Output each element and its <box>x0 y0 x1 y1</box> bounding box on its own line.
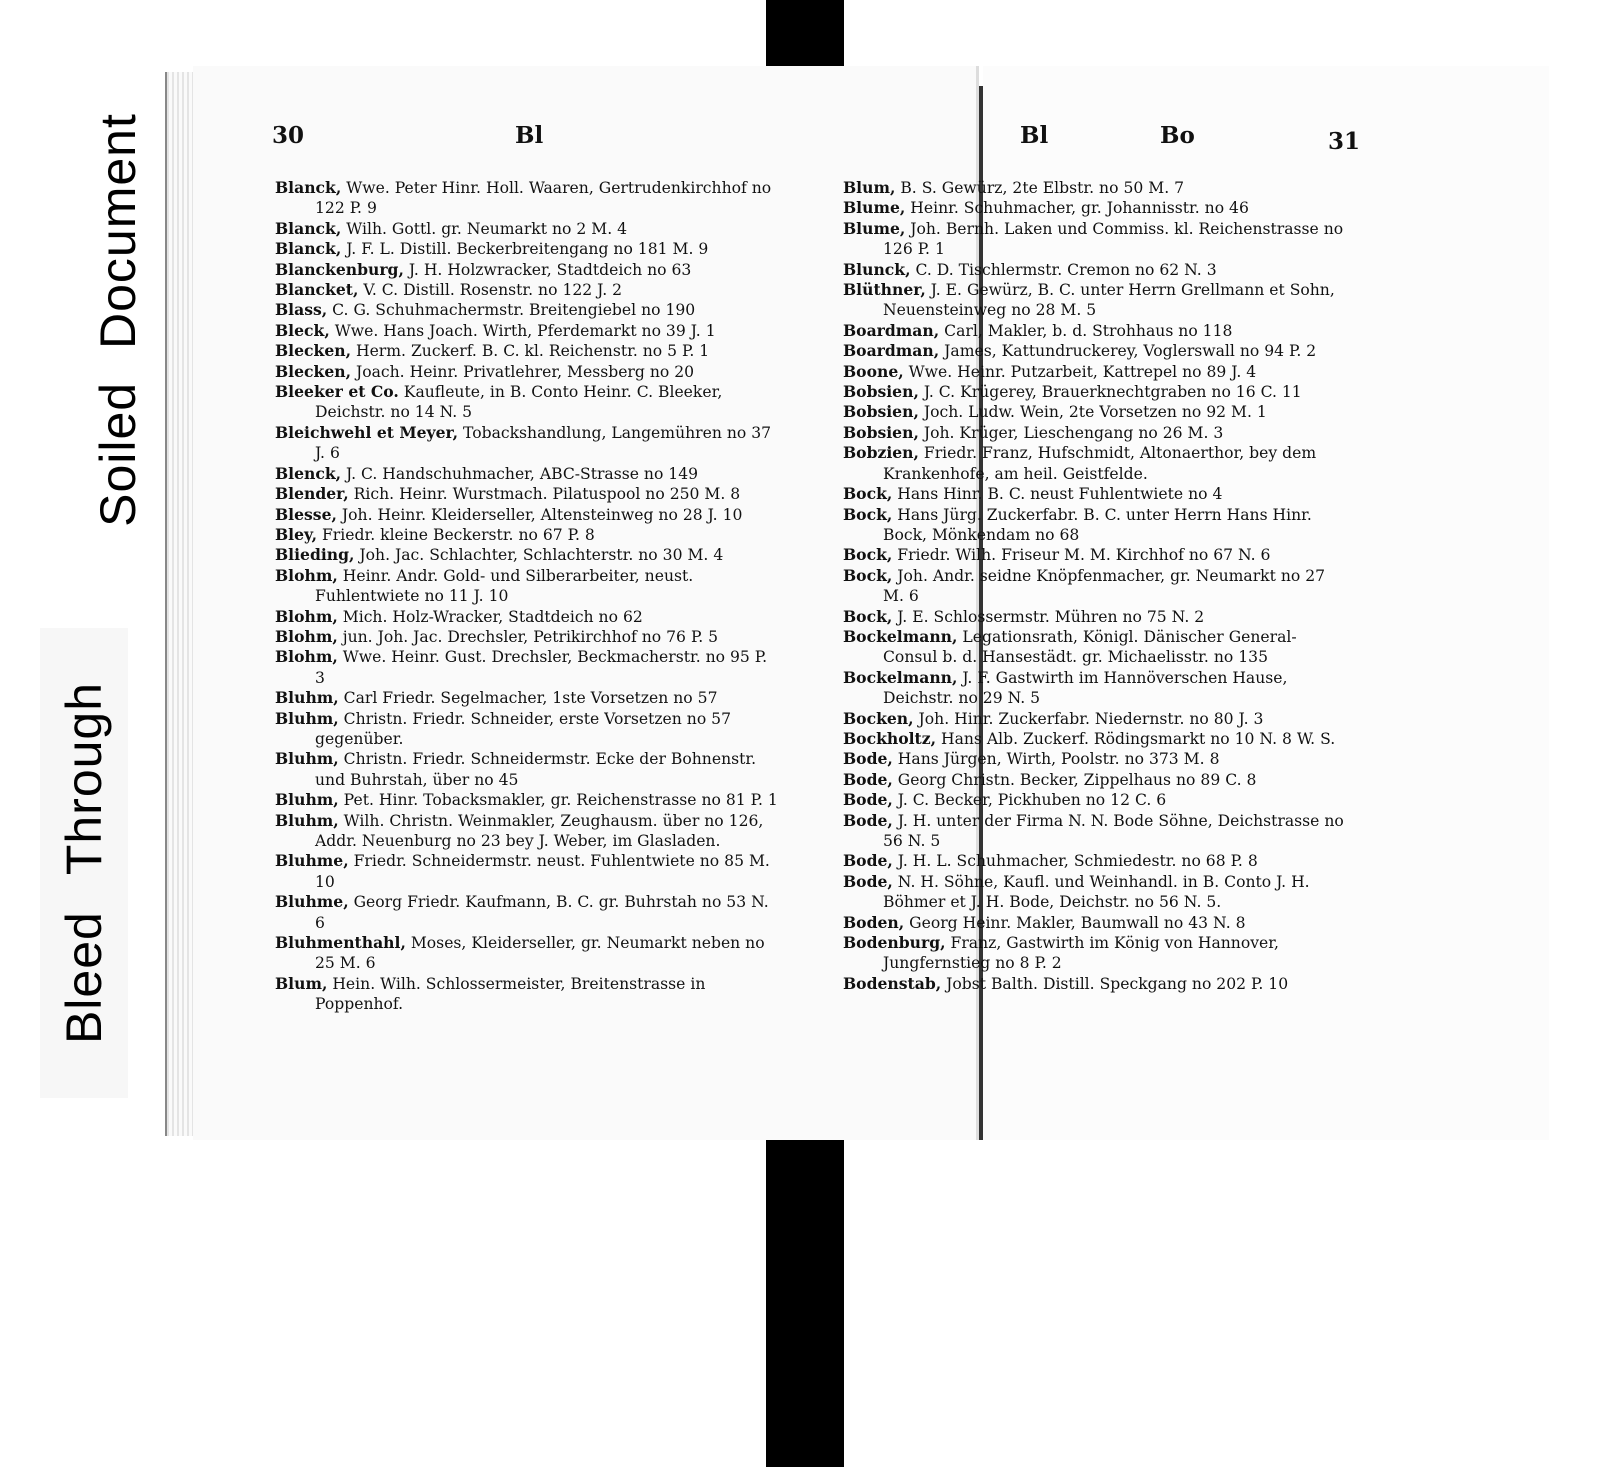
right-running-head-right: Bo <box>1160 122 1195 149</box>
entry-details: Christn. Friedr. Schneider, erste Vorsetzen no 57 gegenüber. <box>315 709 732 748</box>
soiled-document-stamp <box>88 50 148 590</box>
entry-name: Blume, <box>843 218 906 238</box>
entry-name: Blecken, <box>275 341 352 361</box>
entry-details: Hein. Wilh. Schlossermeister, Breitenstrasse in Poppenhof. <box>315 974 706 1014</box>
entry-details: Legationsrath, Königl. Dänischer General-Consul b. d. Hansestädt. gr. Michaelisstr. no 135 <box>883 627 1297 667</box>
left-running-head: Bl <box>515 122 544 149</box>
entry-name: Bode, <box>843 871 893 891</box>
entry-name: Blieding, <box>275 545 355 565</box>
entry-details: Joh. Jac. Schlachter, Schlachterstr. no 30 M. 4 <box>354 546 724 565</box>
bleed-through-stamp <box>40 628 128 1098</box>
directory-entry <box>275 933 780 974</box>
directory-entry <box>275 362 780 382</box>
entry-name: Blanckenburg, <box>275 259 404 279</box>
entry-name: Blohm, <box>275 626 338 646</box>
soiled-document-label: Soiled Document <box>90 113 147 527</box>
directory-entry <box>843 627 1348 668</box>
directory-entry <box>275 647 780 688</box>
directory-entry <box>275 892 780 933</box>
directory-entry <box>843 505 1348 546</box>
entry-name: Blohm, <box>275 647 338 667</box>
entry-name: Bode, <box>843 769 893 789</box>
entry-name: Blancket, <box>275 280 359 300</box>
entry-details: J. C. Becker, Pickhuben no 12 C. 6 <box>892 791 1167 810</box>
entry-details: C. D. Tischlermstr. Cremon no 62 N. 3 <box>910 260 1217 279</box>
right-running-head-left: Bl <box>1020 122 1049 149</box>
entry-details: Joh. Krüger, Lieschengang no 26 M. 3 <box>918 423 1224 442</box>
right-directory-column <box>843 178 1348 994</box>
directory-entry <box>275 525 780 545</box>
directory-entry <box>275 484 780 504</box>
directory-entry <box>275 566 780 607</box>
directory-entry <box>275 851 780 892</box>
entry-name: Bobsien, <box>843 382 919 402</box>
entry-details: Pet. Hinr. Tobacksmakler, gr. Reichenstrasse no 81 P. 1 <box>338 791 778 810</box>
directory-entry <box>843 709 1348 729</box>
entry-name: Bluhm, <box>275 708 339 728</box>
entry-details: Georg Heinr. Makler, Baumwall no 43 N. 8 <box>904 913 1246 932</box>
entry-name: Blüthner, <box>843 280 926 300</box>
entry-name: Bock, <box>843 484 893 504</box>
entry-details: Wilh. Gottl. gr. Neumarkt no 2 M. 4 <box>341 219 628 238</box>
entry-details: Georg Friedr. Kaufmann, B. C. gr. Buhrstah no 53 N. 6 <box>315 893 769 932</box>
directory-entry <box>275 300 780 320</box>
entry-details: J. F. L. Distill. Beckerbreitengang no 181 M. 9 <box>341 240 709 259</box>
entry-details: Wwe. Heinr. Gust. Drechsler, Beckmacherstr. no 95 P. 3 <box>315 648 768 687</box>
entry-name: Bode, <box>843 810 893 830</box>
directory-entry <box>275 280 780 300</box>
entry-name: Bode, <box>843 749 893 769</box>
entry-details: J. E. Schlossermstr. Mühren no 75 N. 2 <box>892 607 1205 626</box>
entry-details: Herm. Zuckerf. B. C. kl. Reichenstr. no 5 P. 1 <box>351 342 710 361</box>
directory-entry <box>843 668 1348 709</box>
directory-entry <box>275 464 780 484</box>
left-page-number: 30 <box>272 122 305 149</box>
binding-strip-bottom <box>766 1138 844 1467</box>
entry-name: Blecken, <box>275 361 352 381</box>
entry-details: Joch. Ludw. Wein, 2te Vorsetzen no 92 M. 1 <box>918 403 1267 422</box>
directory-entry <box>843 402 1348 422</box>
directory-entry <box>843 341 1348 361</box>
directory-entry <box>843 484 1348 504</box>
directory-entry <box>843 178 1348 198</box>
entry-details: Hans Jürg. Zuckerfabr. B. C. unter Herrn Hans Hinr. Bock, Mönkendam no 68 <box>883 505 1312 544</box>
entry-name: Blenck, <box>275 463 342 483</box>
entry-details: Hans Jürgen, Wirth, Poolstr. no 373 M. 8 <box>892 750 1220 769</box>
entry-name: Blume, <box>843 198 906 218</box>
directory-entry <box>275 749 780 790</box>
entry-details: Georg Christn. Becker, Zippelhaus no 89 C. 8 <box>892 770 1257 789</box>
directory-entry <box>843 260 1348 280</box>
directory-entry <box>843 974 1348 994</box>
entry-details: Joh. Bernh. Laken und Commiss. kl. Reichenstrasse no 126 P. 1 <box>883 219 1344 259</box>
entry-name: Bleck, <box>275 320 330 340</box>
entry-details: J. C. Handschuhmacher, ABC-Strasse no 149 <box>341 464 699 483</box>
directory-entry <box>275 219 780 239</box>
entry-details: J. C. Krügerey, Brauerknechtgraben no 16 C. 11 <box>918 383 1302 402</box>
entry-details: C. G. Schuhmachermstr. Breitengiebel no 190 <box>327 301 696 320</box>
entry-details: Rich. Heinr. Wurstmach. Pilatuspool no 250 M. 8 <box>348 485 741 504</box>
directory-entry <box>843 790 1348 810</box>
entry-details: Christn. Friedr. Schneidermstr. Ecke der Bohnenstr. und Buhrstah, über no 45 <box>315 750 757 789</box>
entry-name: Blender, <box>275 484 349 504</box>
entry-details: Mich. Holz-Wracker, Stadtdeich no 62 <box>337 607 643 626</box>
entry-name: Bluhme, <box>275 851 349 871</box>
directory-entry <box>843 423 1348 443</box>
entry-details: Joh. Hinr. Zuckerfabr. Niedernstr. no 80 J. 3 <box>913 709 1264 728</box>
entry-name: Bode, <box>843 851 893 871</box>
entry-name: Blesse, <box>275 504 337 524</box>
entry-details: Hans Alb. Zuckerf. Rödingsmarkt no 10 N. 8 W. S. <box>936 729 1336 748</box>
entry-details: Moses, Kleiderseller, gr. Neumarkt neben no 25 M. 6 <box>315 934 765 973</box>
entry-name: Blass, <box>275 300 328 320</box>
directory-entry <box>275 974 780 1015</box>
entry-name: Boardman, <box>843 341 940 361</box>
entry-name: Bluhme, <box>275 892 349 912</box>
directory-entry <box>843 198 1348 218</box>
directory-entry <box>843 913 1348 933</box>
entry-name: Bockholtz, <box>843 728 937 748</box>
entry-name: Blanck, <box>275 239 342 259</box>
entry-name: Bocken, <box>843 708 914 728</box>
entry-name: Blunck, <box>843 259 911 279</box>
directory-entry <box>275 607 780 627</box>
entry-details: Kaufleute, in B. Conto Heinr. C. Bleeker, Deichstr. no 14 N. 5 <box>315 383 723 422</box>
directory-entry <box>843 219 1348 260</box>
entry-details: Carl Friedr. Segelmacher, 1ste Vorsetzen no 57 <box>338 689 718 708</box>
entry-details: B. S. Gewürz, 2te Elbstr. no 50 M. 7 <box>895 179 1185 197</box>
directory-entry <box>843 770 1348 790</box>
entry-name: Bluhmenthahl, <box>275 933 406 953</box>
entry-name: Bluhm, <box>275 810 339 830</box>
entry-details: Wwe. Hans Joach. Wirth, Pferdemarkt no 39 J. 1 <box>329 321 716 340</box>
entry-name: Boardman, <box>843 320 940 340</box>
directory-entry <box>843 749 1348 769</box>
directory-entry <box>275 790 780 810</box>
entry-details: J. F. Gastwirth im Hannöverschen Hause, Deichstr. no 29 N. 5 <box>883 668 1288 708</box>
entry-details: Franz, Gastwirth im König von Hannover, Jungfernstieg no 8 P. 2 <box>883 934 1279 973</box>
entry-name: Bleeker et Co. <box>275 382 399 402</box>
entry-name: Blanck, <box>275 178 342 197</box>
entry-name: Bleichwehl et Meyer, <box>275 422 459 442</box>
entry-name: Bodenstab, <box>843 973 942 993</box>
directory-entry <box>843 321 1348 341</box>
entry-name: Bobsien, <box>843 402 919 422</box>
entry-details: Friedr. Wilh. Friseur M. M. Kirchhof no 67 N. 6 <box>892 546 1271 565</box>
right-page-number: 31 <box>1328 128 1361 155</box>
entry-name: Blanck, <box>275 218 342 238</box>
entry-name: Bock, <box>843 565 893 585</box>
directory-entry <box>843 382 1348 402</box>
entry-details: N. H. Söhne, Kaufl. und Weinhandl. in B. Conto J. H. Böhmer et J. H. Bode, Deichstr. no 56 N. 5. <box>883 872 1310 912</box>
directory-entry <box>275 260 780 280</box>
entry-name: Bluhm, <box>275 790 339 810</box>
entry-details: jun. Joh. Jac. Drechsler, Petrikirchhof no 76 P. 5 <box>337 627 719 646</box>
entry-details: Wilh. Christn. Weinmakler, Zeughausm. über no 126, Addr. Neuenburg no 23 bey J. Weber, im Glasladen. <box>315 811 764 850</box>
entry-name: Bobsien, <box>843 422 919 442</box>
entry-details: J. H. Holzwracker, Stadtdeich no 63 <box>403 260 692 279</box>
directory-entry <box>275 811 780 852</box>
directory-entry <box>843 280 1348 321</box>
directory-entry <box>275 709 780 750</box>
entry-name: Bluhm, <box>275 749 339 769</box>
entry-details: Wwe. Heinr. Putzarbeit, Kattrepel no 89 J. 4 <box>903 362 1257 381</box>
directory-entry <box>843 811 1348 852</box>
entry-details: Jobst Balth. Distill. Speckgang no 202 P. 10 <box>941 974 1289 993</box>
entry-name: Boone, <box>843 361 904 381</box>
entry-details: Joh. Andr. seidne Knöpfenmacher, gr. Neumarkt no 27 M. 6 <box>883 566 1326 606</box>
directory-entry <box>843 607 1348 627</box>
entry-name: Bluhm, <box>275 688 339 708</box>
directory-entry <box>275 545 780 565</box>
entry-details: V. C. Distill. Rosenstr. no 122 J. 2 <box>358 281 623 300</box>
entry-name: Bley, <box>275 524 318 544</box>
entry-name: Boden, <box>843 912 905 932</box>
directory-entry <box>843 362 1348 382</box>
directory-entry <box>843 933 1348 974</box>
directory-entry <box>275 341 780 361</box>
directory-entry <box>843 872 1348 913</box>
entry-name: Bockelmann, <box>843 626 958 646</box>
directory-entry <box>275 239 780 259</box>
entry-details: Heinr. Schuhmacher, gr. Johannisstr. no 46 <box>905 199 1249 218</box>
entry-name: Bockelmann, <box>843 667 958 687</box>
entry-details: Carl, Makler, b. d. Strohhaus no 118 <box>939 321 1233 340</box>
entry-details: Joh. Heinr. Kleiderseller, Altensteinweg no 28 J. 10 <box>336 505 743 524</box>
directory-entry <box>275 423 780 464</box>
directory-entry <box>275 505 780 525</box>
directory-entry <box>275 178 780 219</box>
entry-name: Blum, <box>275 973 328 993</box>
entry-details: Friedr. Franz, Hufschmidt, Altonaerthor, bey dem Krankenhofe, am heil. Geistfelde. <box>883 444 1317 483</box>
directory-entry <box>275 321 780 341</box>
entry-details: Hans Hinr. B. C. neust Fuhlentwiete no 4 <box>892 485 1223 504</box>
entry-name: Bock, <box>843 545 893 565</box>
directory-entry <box>843 851 1348 871</box>
directory-entry <box>275 627 780 647</box>
entry-name: Blohm, <box>275 565 338 585</box>
directory-entry <box>843 729 1348 749</box>
directory-entry <box>843 443 1348 484</box>
entry-details: James, Kattundruckerey, Voglerswall no 94 P. 2 <box>939 342 1317 361</box>
entry-details: Wwe. Peter Hinr. Holl. Waaren, Gertrudenkirchhof no 122 P. 9 <box>315 179 772 218</box>
entry-details: Friedr. Schneidermstr. neust. Fuhlentwiete no 85 M. 10 <box>315 852 770 891</box>
entry-details: Joach. Heinr. Privatlehrer, Messberg no 20 <box>351 362 695 381</box>
entry-name: Bode, <box>843 790 893 810</box>
entry-details: J. E. Gewürz, B. C. unter Herrn Grellmann et Sohn, Neuensteinweg no 28 M. 5 <box>883 281 1335 320</box>
directory-entry <box>843 566 1348 607</box>
directory-entry <box>275 382 780 423</box>
entry-details: Friedr. kleine Beckerstr. no 67 P. 8 <box>317 525 595 544</box>
left-directory-column <box>275 178 780 1015</box>
entry-name: Blum, <box>843 178 896 197</box>
entry-name: Bock, <box>843 504 893 524</box>
directory-entry <box>275 688 780 708</box>
directory-entry <box>843 545 1348 565</box>
entry-name: Bock, <box>843 606 893 626</box>
entry-name: Bobzien, <box>843 443 919 463</box>
entry-details: J. H. L. Schuhmacher, Schmiedestr. no 68 P. 8 <box>892 852 1258 871</box>
entry-details: J. H. unter der Firma N. N. Bode Söhne, Deichstrasse no 56 N. 5 <box>883 811 1344 850</box>
entry-name: Blohm, <box>275 606 338 626</box>
bleed-through-label: Bleed Through <box>56 681 113 1045</box>
entry-name: Bodenburg, <box>843 933 946 953</box>
entry-details: Tobackshandlung, Langemühren no 37 J. 6 <box>315 423 772 463</box>
binding-strip-top <box>766 0 844 72</box>
page-edges <box>165 72 195 1136</box>
entry-details: Heinr. Andr. Gold- und Silberarbeiter, neust. Fuhlentwiete no 11 J. 10 <box>315 566 694 606</box>
